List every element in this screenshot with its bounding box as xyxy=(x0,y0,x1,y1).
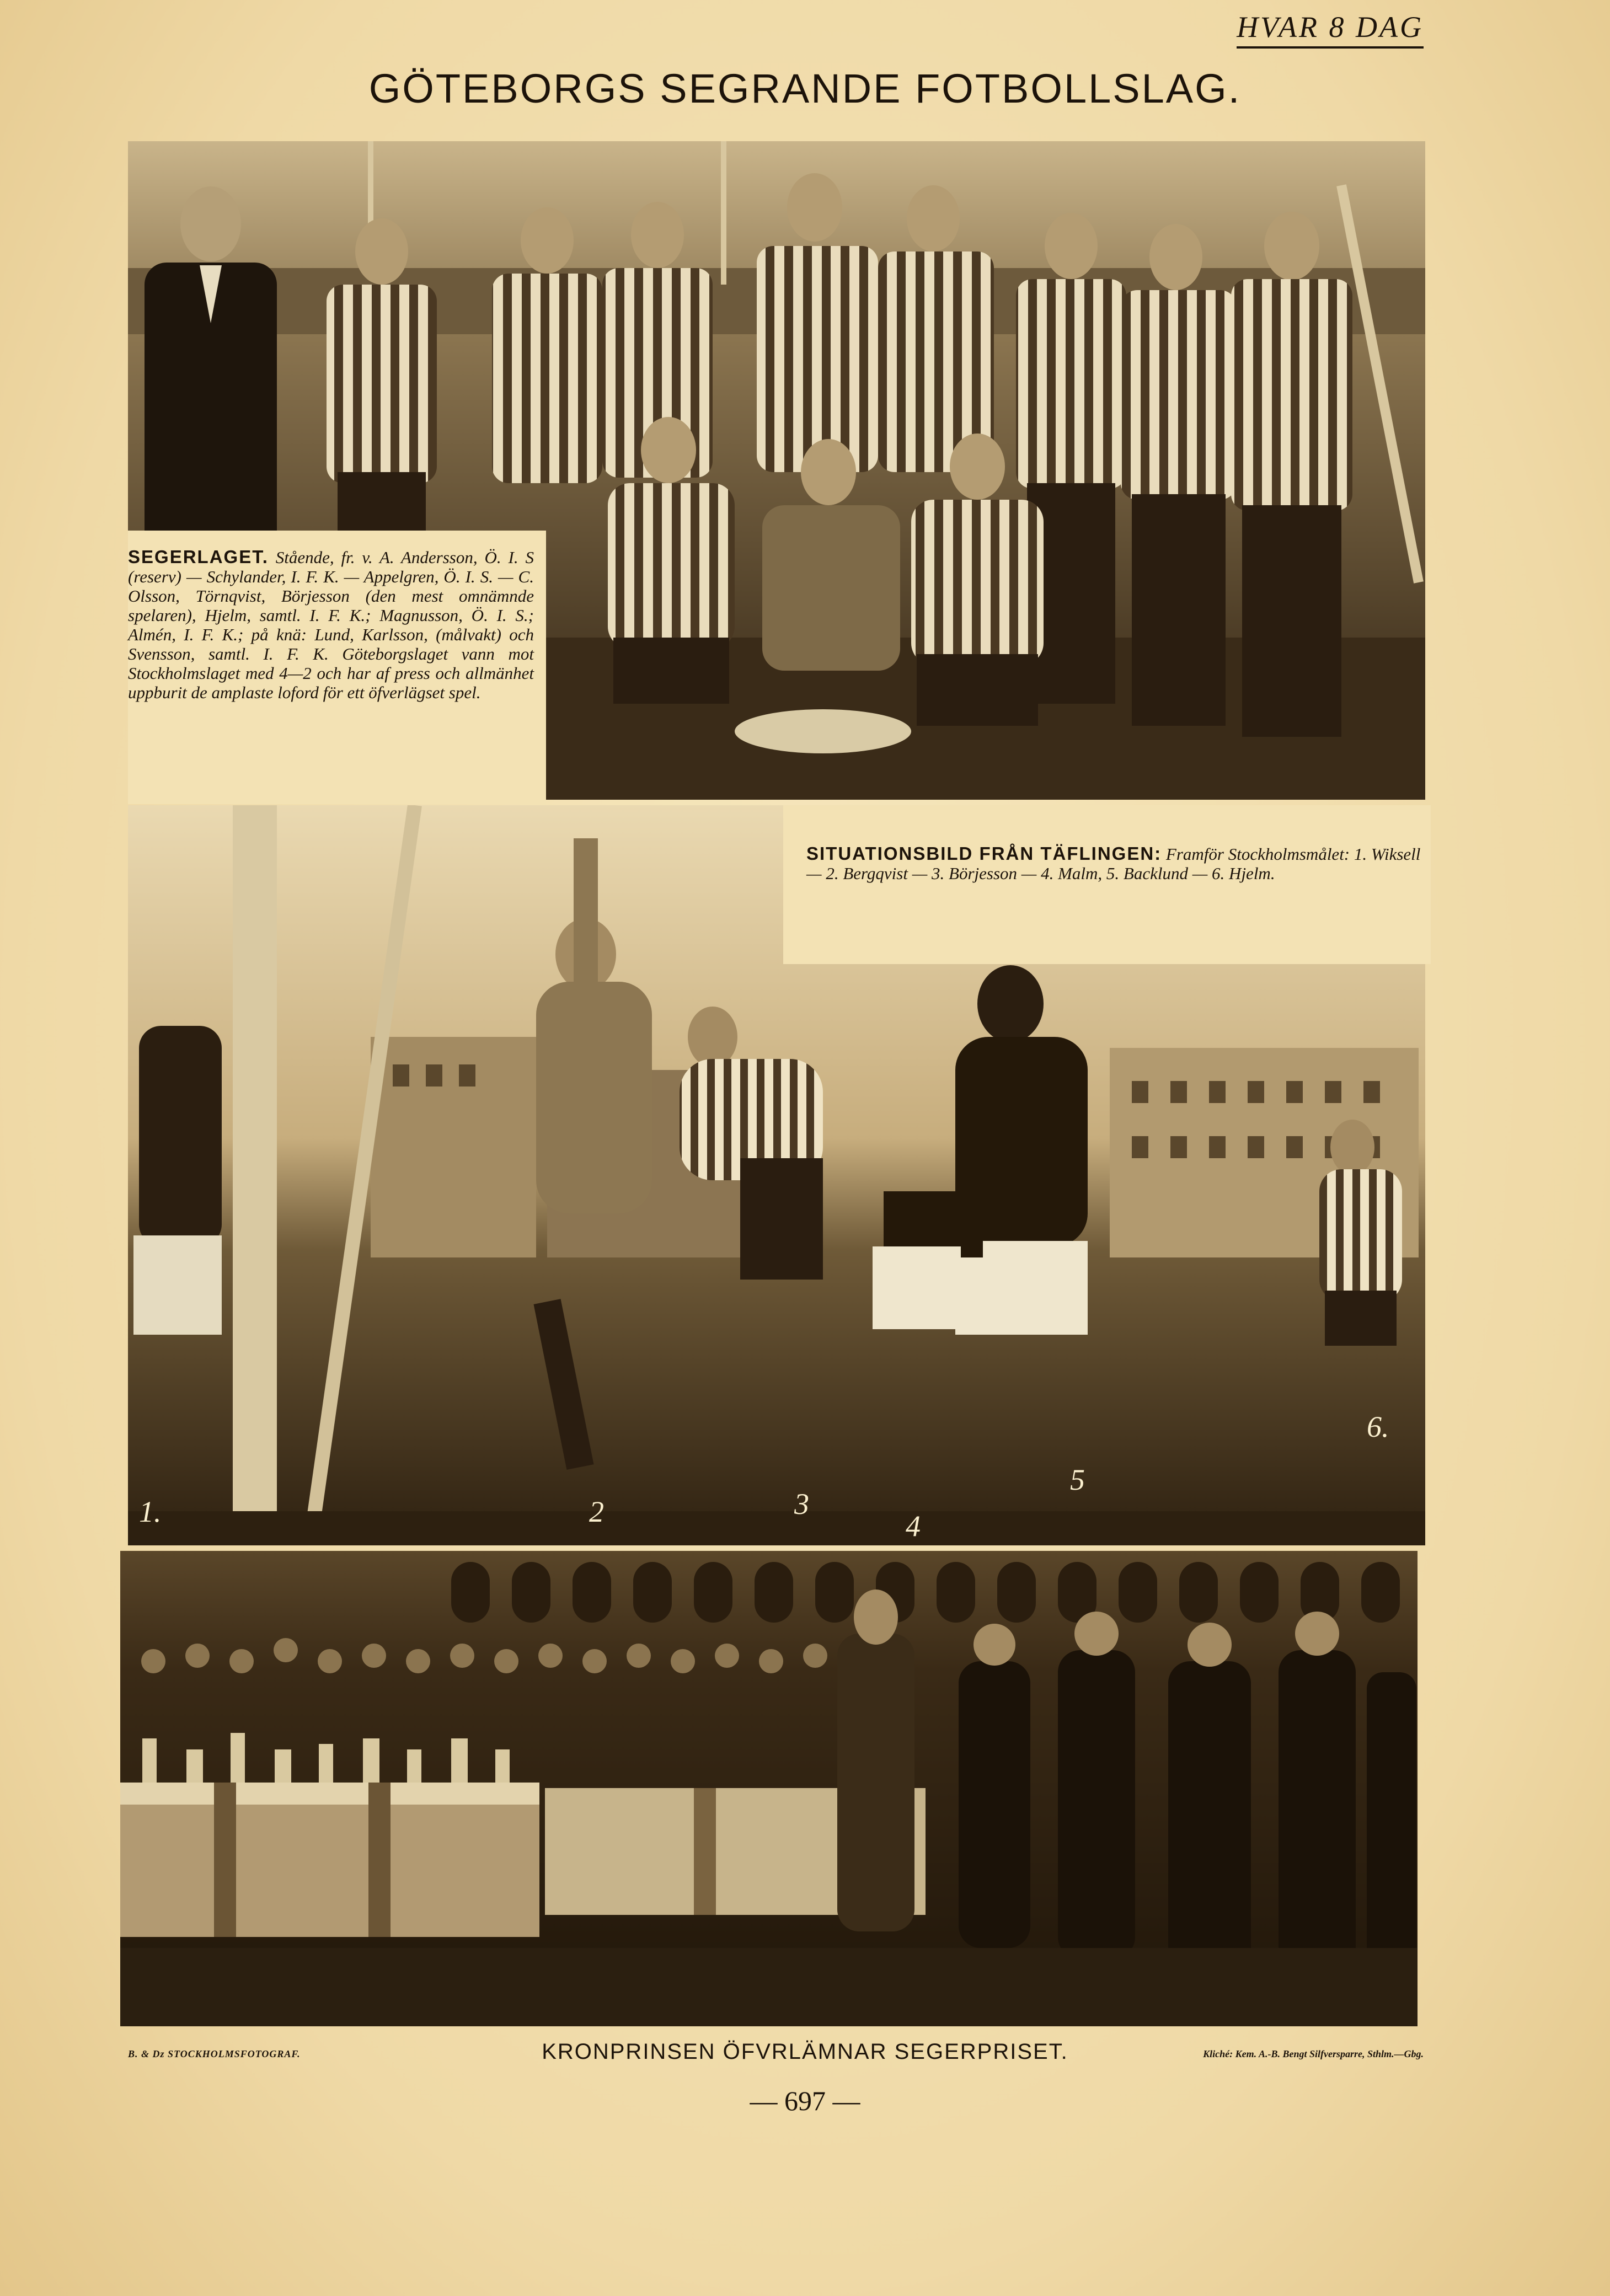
match-photo-caption-lead: SITUATIONSBILD FRÅN TÄFLINGEN: xyxy=(806,843,1162,864)
ceremony-photo xyxy=(120,1551,1418,2026)
player-number-1: 1. xyxy=(139,1495,162,1528)
ceremony-photo-image xyxy=(120,1551,1418,2026)
player-number-4: 4 xyxy=(906,1510,921,1543)
team-photo-caption-lead: SEGERLAGET. xyxy=(128,547,269,567)
engraver-credit: Kliché: Kem. A.-B. Bengt Silfversparre, Sthlm.—Gbg. xyxy=(1203,2048,1424,2059)
team-photo-caption-text: Stående, fr. v. A. Andersson, Ö. I. S (reserv) — Schylander, I. F. K. — Appelgren, Ö. I. S. — C. Olsson, Törnqvist, Börjesson (den mest omnämnde spelaren), Hjelm, samtl. I. F. K.; Magnusson, Ö. I. S.; Almén, I. F. K.; på knä: Lund, Karlsson, (målvakt) och Svensson, samtl. I. F. K. Göteborgslaget vann mot Stockholmslaget med 4—2 och har af press och allmänhet uppburit de amplaste loford för ett öfverlägset spel. xyxy=(128,548,534,702)
photographer-credit: B. & Dz STOCKHOLMSFOTOGRAF. xyxy=(128,2048,301,2059)
match-photo-caption-text: Framför Stockholmsmålet: 1. Wiksell — 2. Bergqvist — 3. Börjesson — 4. Malm, 5. Backlund — 6. Hjelm. xyxy=(806,844,1421,883)
match-photo-caption xyxy=(783,805,1431,964)
page-number: — 697 — xyxy=(750,2085,860,2116)
publication-header: HVAR 8 DAG xyxy=(1237,10,1424,49)
player-number-2: 2 xyxy=(589,1495,604,1528)
ceremony-photo-caption: KRONPRINSEN ÖFVRLÄMNAR SEGERPRISET. xyxy=(542,2040,1068,2064)
player-number-6: 6. xyxy=(1367,1410,1389,1443)
page-title: GÖTEBORGS SEGRANDE FOTBOLLSLAG. xyxy=(368,66,1242,111)
team-photo-caption xyxy=(128,531,546,804)
player-number-5: 5 xyxy=(1070,1463,1085,1496)
player-number-3: 3 xyxy=(794,1487,809,1521)
